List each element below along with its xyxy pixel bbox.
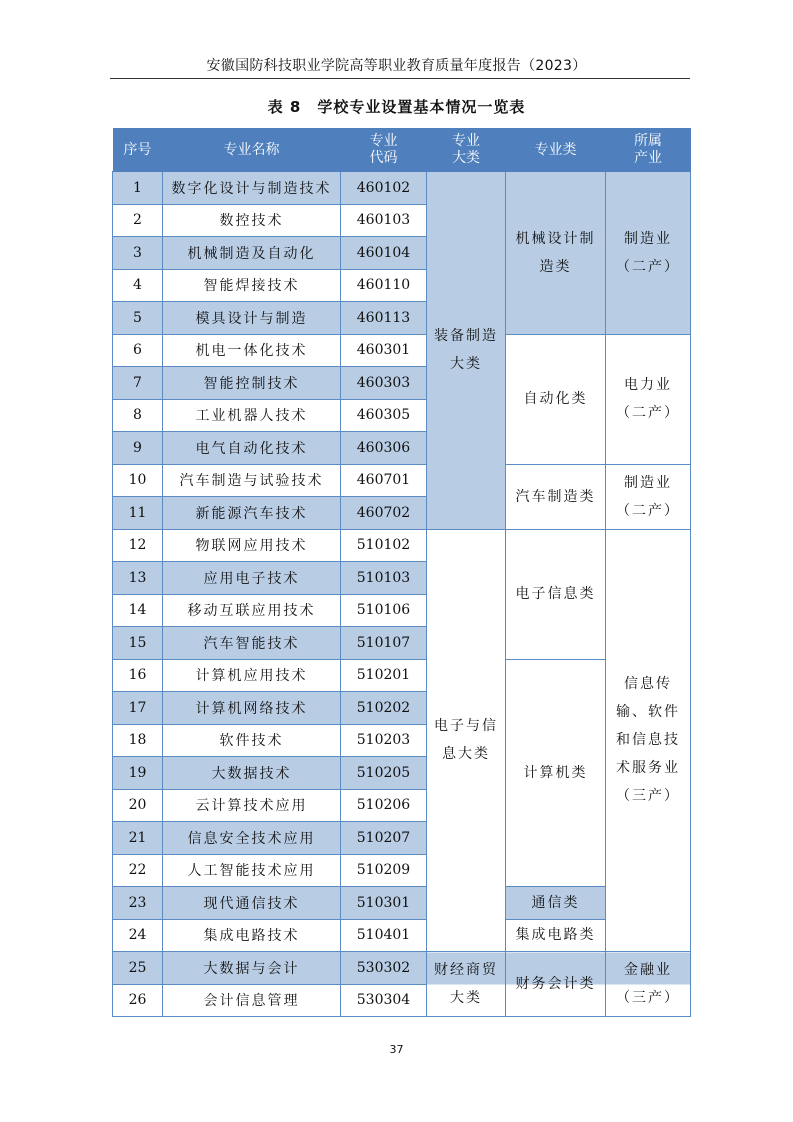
major-name-cell: 大数据与会计 xyxy=(163,952,341,985)
category-cell: 财务会计类 xyxy=(506,952,606,1017)
major-code-cell: 460305 xyxy=(341,399,427,432)
table-row xyxy=(113,952,691,985)
category-cell: 计算机类 xyxy=(506,659,606,887)
table-row xyxy=(113,334,691,367)
seq-cell: 25 xyxy=(113,952,163,985)
seq-cell: 9 xyxy=(113,432,163,465)
majors-table xyxy=(112,128,691,1017)
major-code-cell: 460303 xyxy=(341,367,427,400)
major-code-cell: 510107 xyxy=(341,627,427,660)
major-name-cell: 数控技术 xyxy=(163,204,341,237)
seq-cell: 24 xyxy=(113,919,163,952)
major-code-cell: 460701 xyxy=(341,464,427,497)
header-category: 专业类 xyxy=(506,129,606,172)
major-code-cell: 460103 xyxy=(341,204,427,237)
major-code-cell: 510401 xyxy=(341,919,427,952)
header-major-category: 专业 大类 xyxy=(427,129,506,172)
major-code-cell: 460301 xyxy=(341,334,427,367)
table-row xyxy=(113,919,691,952)
seq-cell: 12 xyxy=(113,529,163,562)
table-header-row xyxy=(113,129,691,172)
major-name-cell: 移动互联应用技术 xyxy=(163,594,341,627)
seq-cell: 3 xyxy=(113,237,163,270)
major-name-cell: 物联网应用技术 xyxy=(163,529,341,562)
seq-cell: 16 xyxy=(113,659,163,692)
major-name-cell: 大数据技术 xyxy=(163,757,341,790)
major-name-cell: 人工智能技术应用 xyxy=(163,854,341,887)
major-code-cell: 510202 xyxy=(341,692,427,725)
category-cell: 机械设计制 造类 xyxy=(506,172,606,335)
page-number: 37 xyxy=(389,1043,404,1056)
category-cell: 电子信息类 xyxy=(506,529,606,659)
major-name-cell: 数字化设计与制造技术 xyxy=(163,172,341,205)
major-code-cell: 530304 xyxy=(341,984,427,1017)
seq-cell: 2 xyxy=(113,204,163,237)
major-name-cell: 软件技术 xyxy=(163,724,341,757)
major-code-cell: 530302 xyxy=(341,952,427,985)
table-row xyxy=(113,887,691,920)
industry-cell: 电力业 （二产） xyxy=(606,334,691,464)
major-code-cell: 510103 xyxy=(341,562,427,595)
seq-cell: 8 xyxy=(113,399,163,432)
category-cell: 集成电路类 xyxy=(506,919,606,952)
major-category-cell: 财经商贸 大类 xyxy=(427,952,506,1017)
seq-cell: 15 xyxy=(113,627,163,660)
major-code-cell: 510203 xyxy=(341,724,427,757)
industry-cell: 制造业 （二产） xyxy=(606,464,691,529)
major-name-cell: 会计信息管理 xyxy=(163,984,341,1017)
major-code-cell: 460113 xyxy=(341,302,427,335)
major-code-cell: 510301 xyxy=(341,887,427,920)
major-code-cell: 460104 xyxy=(341,237,427,270)
major-name-cell: 机械制造及自动化 xyxy=(163,237,341,270)
category-cell: 汽车制造类 xyxy=(506,464,606,529)
major-name-cell: 云计算技术应用 xyxy=(163,789,341,822)
industry-cell: 金融业 （三产） xyxy=(606,952,691,1017)
table-row xyxy=(113,659,691,692)
seq-cell: 6 xyxy=(113,334,163,367)
table-row xyxy=(113,172,691,205)
major-name-cell: 机电一体化技术 xyxy=(163,334,341,367)
major-name-cell: 汽车智能技术 xyxy=(163,627,341,660)
industry-cell: 制造业 （二产） xyxy=(606,172,691,335)
seq-cell: 22 xyxy=(113,854,163,887)
major-code-cell: 460102 xyxy=(341,172,427,205)
table-title: 表 8 学校专业设置基本情况一览表 xyxy=(267,98,526,116)
seq-cell: 4 xyxy=(113,269,163,302)
major-name-cell: 汽车制造与试验技术 xyxy=(163,464,341,497)
major-code-cell: 510201 xyxy=(341,659,427,692)
major-code-cell: 510206 xyxy=(341,789,427,822)
category-cell: 通信类 xyxy=(506,887,606,920)
major-name-cell: 工业机器人技术 xyxy=(163,399,341,432)
seq-cell: 10 xyxy=(113,464,163,497)
major-name-cell: 电气自动化技术 xyxy=(163,432,341,465)
major-name-cell: 计算机应用技术 xyxy=(163,659,341,692)
header-code: 专业 代码 xyxy=(341,129,427,172)
major-code-cell: 510205 xyxy=(341,757,427,790)
seq-cell: 18 xyxy=(113,724,163,757)
table-row xyxy=(113,464,691,497)
major-name-cell: 应用电子技术 xyxy=(163,562,341,595)
header-rule xyxy=(110,78,690,79)
seq-cell: 13 xyxy=(113,562,163,595)
category-cell: 自动化类 xyxy=(506,334,606,464)
seq-cell: 17 xyxy=(113,692,163,725)
seq-cell: 21 xyxy=(113,822,163,855)
major-code-cell: 460702 xyxy=(341,497,427,530)
seq-cell: 5 xyxy=(113,302,163,335)
seq-cell: 20 xyxy=(113,789,163,822)
seq-cell: 19 xyxy=(113,757,163,790)
industry-cell: 信息传 输、软件 和信息技 术服务业 （三产） xyxy=(606,529,691,952)
seq-cell: 23 xyxy=(113,887,163,920)
major-name-cell: 模具设计与制造 xyxy=(163,302,341,335)
seq-cell: 26 xyxy=(113,984,163,1017)
major-code-cell: 510102 xyxy=(341,529,427,562)
major-category-cell: 装备制造 大类 xyxy=(427,172,506,530)
major-name-cell: 新能源汽车技术 xyxy=(163,497,341,530)
table-row xyxy=(113,529,691,562)
header-name: 专业名称 xyxy=(163,129,341,172)
major-name-cell: 现代通信技术 xyxy=(163,887,341,920)
seq-cell: 7 xyxy=(113,367,163,400)
seq-cell: 11 xyxy=(113,497,163,530)
page-header: 安徽国防科技职业学院高等职业教育质量年度报告（2023） xyxy=(206,58,587,74)
seq-cell: 1 xyxy=(113,172,163,205)
major-name-cell: 智能焊接技术 xyxy=(163,269,341,302)
major-code-cell: 510209 xyxy=(341,854,427,887)
header-seq: 序号 xyxy=(113,129,163,172)
header-industry: 所属 产业 xyxy=(606,129,691,172)
major-name-cell: 智能控制技术 xyxy=(163,367,341,400)
major-code-cell: 510207 xyxy=(341,822,427,855)
seq-cell: 14 xyxy=(113,594,163,627)
major-name-cell: 信息安全技术应用 xyxy=(163,822,341,855)
major-code-cell: 460306 xyxy=(341,432,427,465)
major-name-cell: 集成电路技术 xyxy=(163,919,341,952)
major-category-cell: 电子与信 息大类 xyxy=(427,529,506,952)
major-code-cell: 510106 xyxy=(341,594,427,627)
major-name-cell: 计算机网络技术 xyxy=(163,692,341,725)
major-code-cell: 460110 xyxy=(341,269,427,302)
